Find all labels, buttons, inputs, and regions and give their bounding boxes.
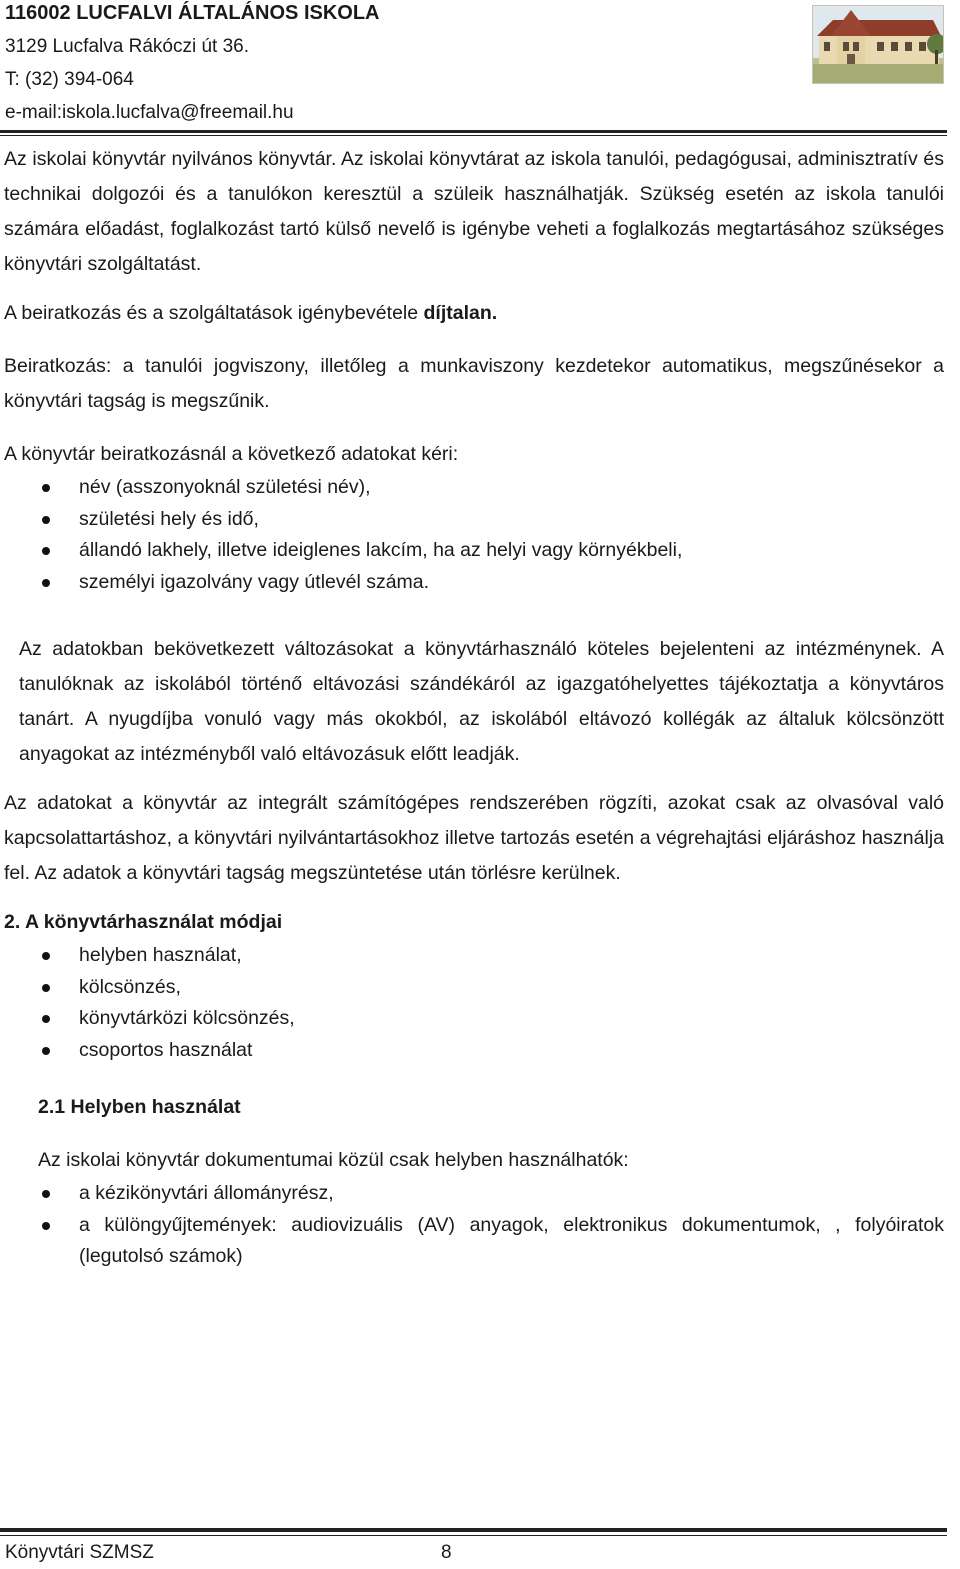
- school-email: e-mail:iskola.lucfalva@freemail.hu: [5, 102, 294, 123]
- list-item-text: születési hely és idő,: [79, 507, 259, 530]
- list-item-text: személyi igazolvány vagy útlevél száma.: [79, 570, 430, 593]
- bullet-icon: [42, 579, 50, 587]
- paragraph-in-place-only: Az iskolai könyvtár dokumentumai közül csak helyben használhatók:: [38, 1149, 629, 1171]
- bullet-icon: [42, 484, 50, 492]
- list-item: [4, 535, 944, 567]
- page-number: 8: [441, 1542, 452, 1563]
- paragraph-free-of-charge: [4, 296, 944, 331]
- list-item-text: a különgyűjtemények: audiovizuális (AV) anyagok, elektronikus dokumentumok, , folyóiratok (legutolsó számok): [79, 1213, 944, 1267]
- list-item: [4, 972, 944, 1004]
- footer-rule: [0, 1528, 947, 1532]
- header-rule: [0, 130, 947, 133]
- list-item-text: csoportos használat: [79, 1038, 253, 1061]
- list-item-text: kölcsönzés,: [79, 975, 181, 998]
- list-item-text: helyben használat,: [79, 944, 242, 966]
- usage-modes-list: [4, 940, 944, 1066]
- list-item: [4, 1210, 944, 1273]
- header-rule-thin: [0, 135, 947, 136]
- section-heading-in-place-use: 2.1 Helyben használat: [38, 1096, 241, 1118]
- list-item-text: a kézikönyvtári állományrész,: [79, 1182, 334, 1204]
- bullet-icon: [42, 547, 50, 555]
- in-place-items-list: [4, 1178, 944, 1273]
- paragraph-data-changes: Az adatokban bekövetkezett változásokat a könyvtárhasználó köteles bejelenteni az intézménynek. A tanulóknak az iskolából történő eltávozási szándékáról az igazgatóhelyettes tájékoztatja a könyvtáros tanárt. A nyugdíjba vonuló vagy más okokból, az iskolából eltávozó kollégák az általuk kölcsönzött anyagokat az intézményből való eltávozásuk előtt leadják.: [19, 638, 944, 765]
- bullet-icon: [42, 1222, 50, 1230]
- list-item: [4, 1035, 944, 1067]
- list-item: [4, 1178, 944, 1210]
- required-data-list: [4, 472, 944, 598]
- list-item: [4, 567, 944, 599]
- bullet-icon: [42, 1047, 50, 1055]
- school-phone: T: (32) 394-064: [5, 69, 134, 90]
- free-text: A beiratkozás és a szolgáltatások igénybevétele: [4, 302, 424, 324]
- list-item: [4, 1003, 944, 1035]
- document-body: [4, 142, 944, 1273]
- bullet-icon: [42, 984, 50, 992]
- footer-title: Könyvtári SZMSZ: [5, 1542, 154, 1563]
- paragraph-required-data: A könyvtár beiratkozásnál a következő adatokat kéri:: [4, 443, 459, 465]
- school-address: 3129 Lucfalva Rákóczi út 36.: [5, 36, 249, 57]
- paragraph-enrollment: Beiratkozás: a tanulói jogviszony, illetőleg a munkaviszony kezdetekor automatikus, megszűnésekor a könyvtári tagság is megszűnik.: [4, 355, 944, 412]
- list-item: [4, 472, 944, 504]
- school-name: 116002 LUCFALVI ÁLTALÁNOS ISKOLA: [5, 2, 380, 24]
- bullet-icon: [42, 952, 50, 960]
- list-item: [4, 940, 944, 972]
- list-item-text: könyvtárközi kölcsönzés,: [79, 1007, 295, 1029]
- bullet-icon: [42, 1015, 50, 1023]
- bullet-icon: [42, 516, 50, 524]
- section-heading-usage-modes: 2. A könyvtárhasználat módjai: [4, 911, 283, 933]
- list-item-text: név (asszonyoknál születési név),: [79, 476, 371, 498]
- list-item-text: állandó lakhely, illetve ideiglenes lakcím, ha az helyi vagy környékbeli,: [79, 539, 683, 561]
- school-building-photo: [812, 5, 944, 84]
- footer-rule-thin: [0, 1535, 947, 1536]
- paragraph-data-storage: Az adatokat a könyvtár az integrált számítógépes rendszerében rögzíti, azokat csak az olvasóval való kapcsolattartáshoz, a könyvtári nyilvántartásokhoz illetve tartozás esetén a végrehajtási eljáráshoz használja fel. Az adatok a könyvtári tagság megszüntetése után törlésre kerülnek.: [4, 792, 944, 884]
- list-item: [4, 504, 944, 536]
- free-emphasis: díjtalan.: [423, 302, 498, 324]
- paragraph-public-library: Az iskolai könyvtár nyilvános könyvtár. Az iskolai könyvtárat az iskola tanulói, pedagógusai, adminisztratív és technikai dolgozói és a tanulókon keresztül a szüleik használhatják. Szükség esetén az iskola tanulói számára előadást, foglalkozást tartó külső nevelő is igénybe veheti a foglalkozás megtartásához szükséges könyvtári szolgáltatást.: [4, 148, 944, 275]
- bullet-icon: [42, 1190, 50, 1198]
